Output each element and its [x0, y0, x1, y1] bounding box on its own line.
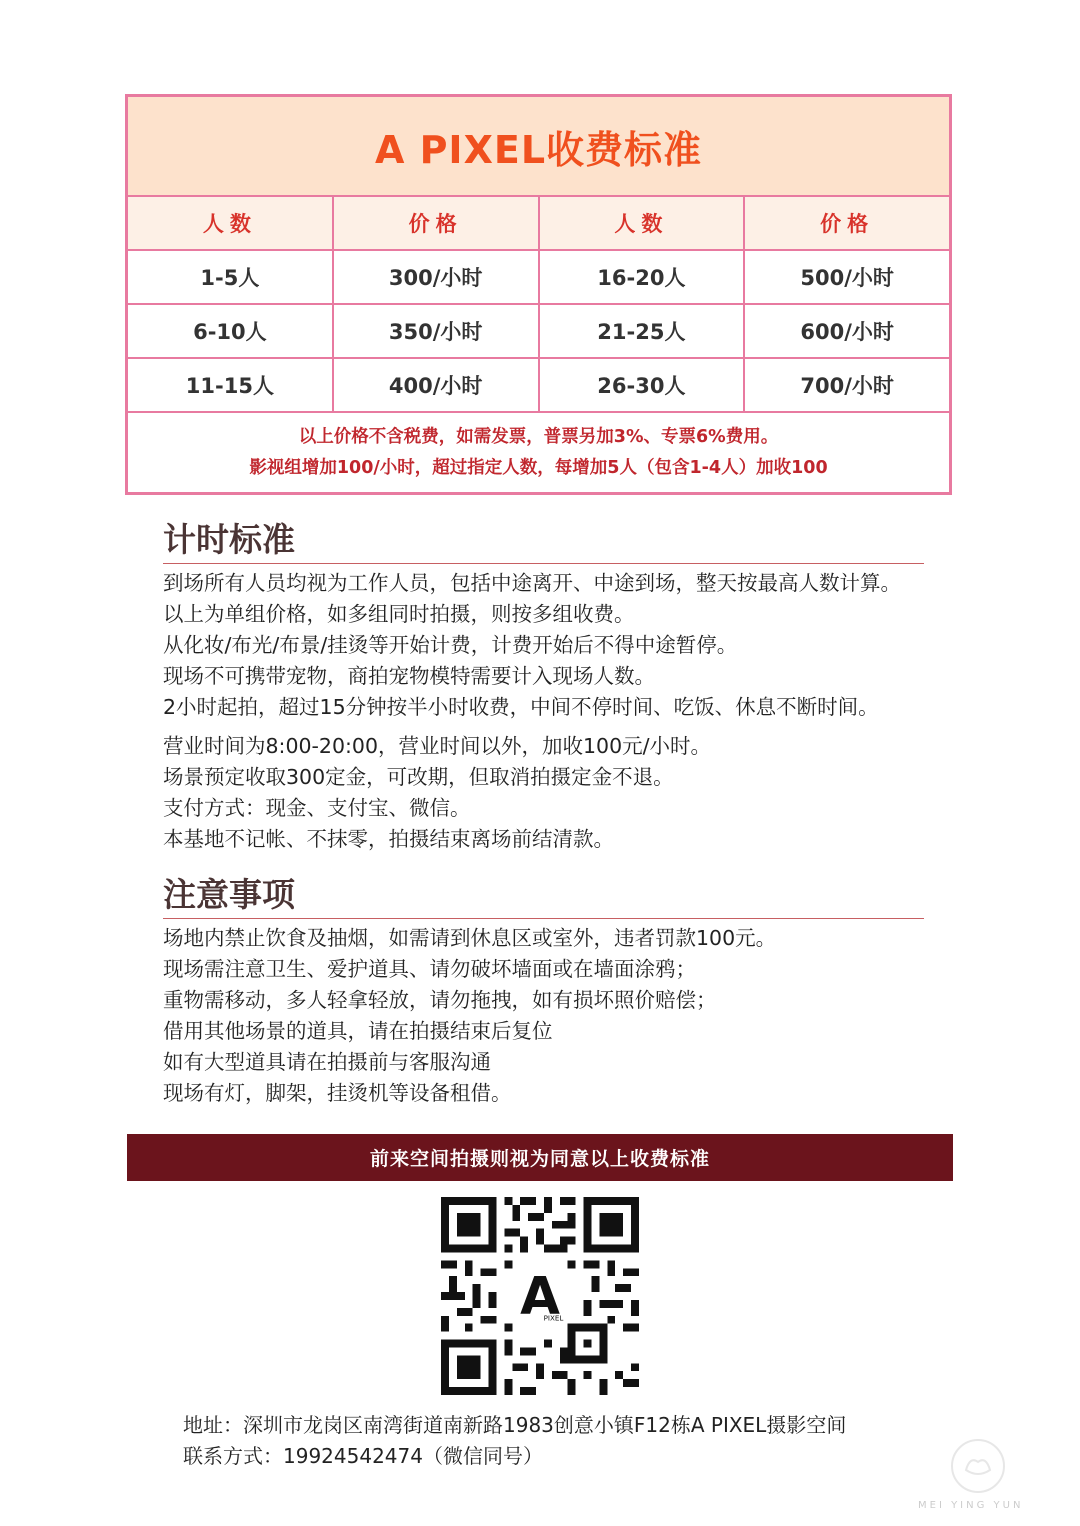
notice-line: 现场需注意卫生、爱护道具、请勿破坏墙面或在墙面涂鸦； [163, 957, 696, 981]
price-table-header [128, 197, 949, 251]
notice-line: 场地内禁止饮食及抽烟，如需请到休息区或室外，违者罚款100元。 [163, 926, 777, 950]
header-cell: 人数 [128, 197, 334, 249]
notice-line: 如有大型道具请在拍摄前与客服沟通 [163, 1050, 491, 1074]
watermark-logo-icon [948, 1436, 1008, 1496]
phone-text: 联系方式：19924542474（微信同号） [183, 1444, 543, 1468]
notice-line: 现场有灯，脚架，挂烫机等设备租借。 [163, 1081, 512, 1105]
contact-info [183, 1410, 846, 1472]
notices-title: 注意事项 [163, 875, 295, 914]
timing-section [163, 519, 983, 855]
timing-line: 营业时间为8:00-20:00，营业时间以外，加收100元/小时。 [163, 734, 712, 758]
header-cell: 价格 [820, 212, 875, 236]
price-note: 影视组增加100/小时，超过指定人数，每增加5人（包含1-4人）加收100 [249, 458, 828, 478]
table-cell: 400/小时 [334, 359, 540, 411]
agreement-banner: 前来空间拍摄则视为同意以上收费标准 [127, 1134, 953, 1181]
price-table-title: A PIXEL收费标准 [128, 97, 949, 197]
notices-section [163, 874, 983, 1109]
table-cell: 16-20人 [540, 251, 746, 303]
table-cell: 700/小时 [800, 374, 894, 398]
table-cell: 11-15人 [128, 359, 334, 411]
timing-line: 以上为单组价格，如多组同时拍摄，则按多组收费。 [163, 602, 635, 626]
price-notes [128, 413, 949, 493]
notice-line: 借用其他场景的道具，请在拍摄结束后复位 [163, 1019, 553, 1043]
qr-logo-text: A [520, 1267, 560, 1328]
price-table [125, 94, 952, 495]
timing-line: 现场不可携带宠物，商拍宠物模特需要计入现场人数。 [163, 664, 655, 688]
table-cell: 6-10人 [128, 305, 334, 357]
table-cell: 300/小时 [334, 251, 540, 303]
table-cell: 21-25人 [540, 305, 746, 357]
watermark-text: MEI YING YUN [918, 1500, 1024, 1511]
header-cell: 人数 [540, 197, 746, 249]
qr-logo-subtext [544, 1314, 564, 1323]
table-cell: 350/小时 [334, 305, 540, 357]
table-cell: 1-5人 [128, 251, 334, 303]
table-cell: 600/小时 [800, 320, 894, 344]
timing-line: 到场所有人员均视为工作人员，包括中途离开、中途到场，整天按最高人数计算。 [163, 571, 901, 595]
table-cell: 26-30人 [540, 359, 746, 411]
timing-line: 本基地不记帐、不抹零，拍摄结束离场前结清款。 [163, 827, 614, 851]
section-divider [163, 563, 924, 564]
table-row [128, 359, 949, 413]
timing-title: 计时标准 [163, 520, 295, 559]
section-divider [163, 918, 924, 919]
table-cell: 500/小时 [800, 266, 894, 290]
timing-line: 从化妆/布光/布景/挂烫等开始计费，计费开始后不得中途暂停。 [163, 633, 738, 657]
price-note: 以上价格不含税费，如需发票，普票另加3%、专票6%费用。 [298, 427, 779, 447]
timing-line: 2小时起拍，超过15分钟按半小时收费，中间不停时间、吃饭、休息不断时间。 [163, 695, 879, 719]
qr-code-icon[interactable] [441, 1197, 639, 1395]
table-row [128, 251, 949, 305]
timing-line: 场景预定收取300定金，可改期，但取消拍摄定金不退。 [163, 765, 674, 789]
table-row [128, 305, 949, 359]
notice-line: 重物需移动，多人轻拿轻放，请勿拖拽，如有损坏照价赔偿； [163, 988, 717, 1012]
timing-line: 支付方式：现金、支付宝、微信。 [163, 796, 471, 820]
address-text: 地址：深圳市龙岗区南湾街道南新路1983创意小镇F12栋A PIXEL摄影空间 [183, 1413, 847, 1437]
header-cell: 价格 [334, 197, 540, 249]
